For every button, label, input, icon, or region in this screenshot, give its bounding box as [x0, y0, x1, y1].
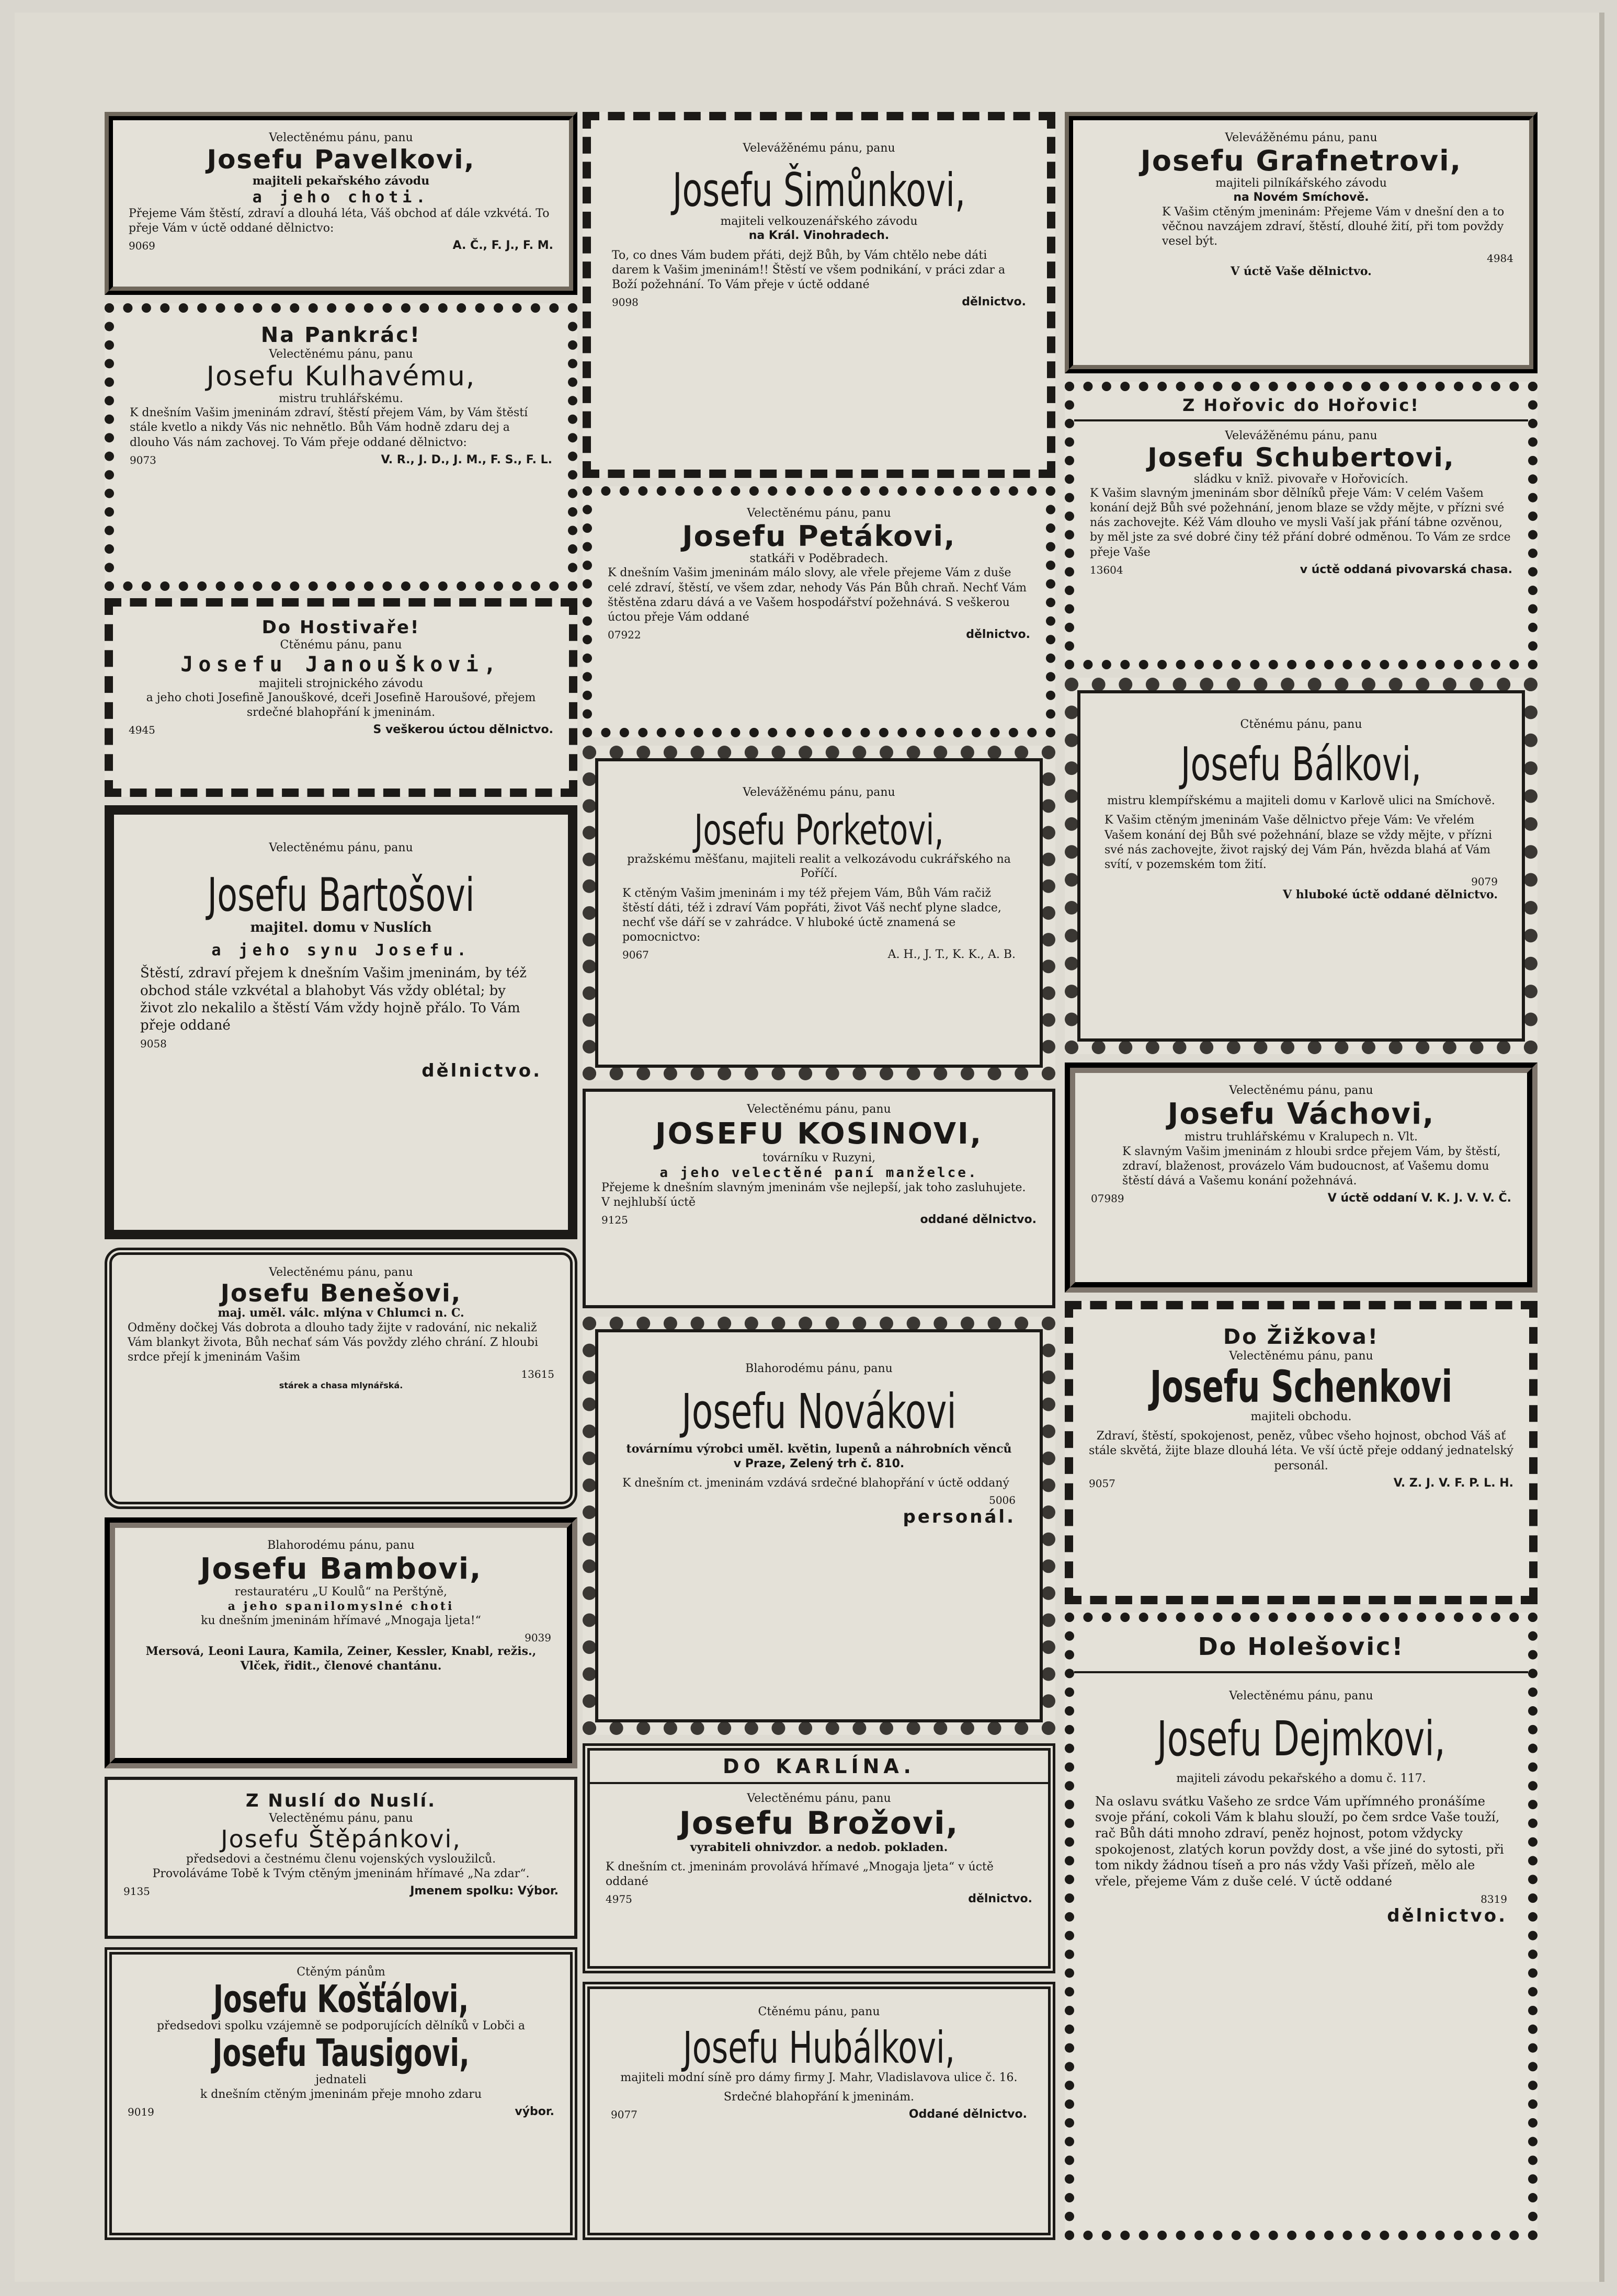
ad-stepanek — [105, 1777, 577, 1939]
ad-signature: dělnictvo. — [966, 628, 1030, 642]
ad-number: 5006 — [989, 1494, 1016, 1507]
ad-name-2: Josefu Tausigovi, — [212, 2030, 470, 2075]
ad-title: restauratéru „U Koulů“ na Perštýně, — [234, 1585, 448, 1599]
ad-schubert — [1065, 382, 1538, 669]
ad-signature: A. H., J. T., K. K., A. B. — [887, 948, 1016, 962]
ad-number: 9067 — [622, 949, 649, 962]
ad-name: Josefu Grafnetrovi, — [1140, 144, 1462, 177]
ad-bartos — [105, 805, 577, 1239]
ad-number: 07922 — [608, 629, 641, 642]
ad-grafnetr — [1065, 112, 1538, 373]
ad-signature: dělnictvo. — [962, 295, 1026, 309]
ad-number: 9125 — [601, 1214, 628, 1227]
ad-title: majiteli pekařského závodu — [252, 174, 430, 188]
ad-greeting: Ctěnému pánu, panu — [758, 2005, 880, 2018]
ad-greeting: Ctěnému pánu, panu — [1240, 718, 1362, 731]
ad-number: 9039 — [525, 1631, 551, 1644]
ad-name: Josefu Novákovi — [681, 1383, 956, 1440]
ad-signature: dělnictvo. — [1387, 1905, 1507, 1926]
ad-number: 9019 — [128, 2105, 154, 2118]
ad-name: JOSEFU KOSINOVI, — [655, 1116, 983, 1151]
ad-title: továrníku v Ruzyni, — [762, 1151, 876, 1164]
ad-greeting: Velectěnému pánu, panu — [747, 1103, 891, 1116]
ad-greeting: Velevážěnému pánu, panu — [743, 786, 895, 799]
ad-signature: V úctě oddaní V. K. J. V. V. Č. — [1327, 1192, 1511, 1205]
ad-extra: a jeho velectěné paní manželce. — [659, 1165, 978, 1181]
ad-body: K slavným Vašim jmeninám z hloubi srdce přejem Vám, by štěstí, zdraví, blaženost, provázelo Vám budoucnost, ať Vašemu domu štěstí dává a Vašemu konání požehnává. — [1122, 1145, 1501, 1187]
ad-extra: a jeho synu Josefu. — [211, 941, 471, 960]
ad-greeting: Velectěnému pánu, panu — [269, 348, 413, 361]
ad-name: Josefu Bálkovi, — [1180, 737, 1422, 791]
ad-name: Josefu Porketovi, — [694, 805, 944, 854]
ad-name: Josefu Janouškovi, — [180, 652, 502, 677]
ad-body: K dnešním ct. jmeninám provolává hřímavé „Mnogaja ljeta“ v úctě oddané — [606, 1860, 994, 1889]
ad-body: K ctěným Vašim jmeninám i my též přejem Vám, Bůh Vám račiž štěstí dáti, též i zdraví Vám popřáti, život Váš nechť plyne sladce, nechť vše dáří se v zahrádce. V hluboké úctě znamená se pomocnictvo: — [622, 886, 1001, 944]
ad-body: K dnešním Vašim jmeninám málo slovy, ale vřele přejeme Vám z duše celé zdraví, štěstí, ve všem zdar, nehody Vás Pán Bůh chraň. Nechť Vám štěstěna zdaru dává a ve Vašem hospodářství požehnává. S veškerou úctou přeje Vám oddané — [608, 566, 1027, 624]
ad-number: 9079 — [1471, 875, 1498, 888]
ad-body: a jeho choti Josefině Janouškové, dceři Josefině Haroušové, přejem srdečné blahopřání k jmeninám. — [146, 691, 536, 719]
ad-heading: Na Pankrác! — [260, 323, 422, 347]
ad-title: majiteli obchodu. — [1250, 1410, 1352, 1423]
ad-greeting: Velectěnému pánu, panu — [269, 841, 413, 854]
ad-signature: stárek a chasa mlynářská. — [279, 1380, 403, 1391]
ad-body: Provoláváme Tobě k Tvým ctěným jmeninám hřímavé „Na zdar“. — [152, 1867, 530, 1880]
ad-body: K Vašim ctěným jmeninám Vaše dělnictvo přeje Vám: Ve vřelém Vašem konání dej Bůh své požehnání, blaze se vždy mějte, v přízni své nás zachovejte, život rajský dej Vám Pán, hvězda blahá ať Vám svítí, v pozemském tom žití. — [1104, 814, 1493, 871]
ad-greeting: Velectěnému pánu, panu — [747, 507, 891, 520]
ad-kulhavy — [105, 303, 577, 591]
ad-body: Přejeme k dnešním slavným jmeninám vše nejlepší, jak toho zasluhujete. V nejhlubší úctě — [601, 1181, 1026, 1209]
ad-title: mistru klempířskému a majiteli domu v Karlově ulici na Smíchově. — [1107, 794, 1495, 807]
ad-body: k dnešním ctěným jmeninám přeje mnoho zdaru — [200, 2087, 482, 2101]
ad-greeting: Velevážěnému pánu, panu — [743, 142, 895, 155]
ad-title: majiteli velkouzenářského závodu — [720, 214, 918, 228]
ad-kostal — [105, 1947, 577, 2240]
ad-title: majiteli strojnického závodu — [258, 677, 424, 690]
ad-body: Srdečné blahopřání k jmeninám. — [723, 2091, 915, 2104]
ad-number: 9069 — [129, 239, 155, 253]
ad-vach — [1065, 1063, 1538, 1293]
ad-body: To, co dnes Vám budem přáti, dejž Bůh, by Vám chtělo nebe dáti darem k Vašim jmeninám!! Štěstí ve všem podnikání, v práci zdar a Boží požehnání. To Vám přeje v úctě oddané — [612, 248, 1006, 292]
ad-title: pražskému měšťanu, majiteli realit a velkozávodu cukrářského na Poříčí. — [627, 852, 1011, 880]
ad-number: 4984 — [1487, 252, 1513, 265]
ad-extra: a jeho choti. — [252, 188, 430, 207]
ad-signature: oddané dělnictvo. — [920, 1213, 1037, 1227]
ad-simunek — [583, 112, 1055, 478]
ad-novak — [583, 1317, 1055, 1735]
ad-kosina — [583, 1089, 1055, 1308]
ad-signature: A. Č., F. J., F. M. — [452, 239, 553, 253]
ad-name: Josefu Petákovi, — [682, 519, 956, 553]
ad-extra: a jeho spanilomyslné choti — [227, 1599, 454, 1613]
ad-greeting: Ctěným pánům — [297, 1966, 385, 1979]
ad-body: Zdraví, štěstí, spokojenost, peněz, vůbec všeho hojnost, obchod Váš ať stále skvětá, žijte blaze dlouhá léta. Ve vší úctě přeje oddaný jednatelský personál. — [1089, 1430, 1513, 1472]
ad-name: Josefu Dejmkovi, — [1157, 1710, 1445, 1767]
ad-name: Josefu Brožovi, — [679, 1804, 959, 1842]
ad-signature: dělnictvo. — [968, 1892, 1032, 1906]
ad-signature: V hluboké úctě oddané dělnictvo. — [1283, 888, 1498, 902]
ad-name: Josefu Štěpánkovi, — [221, 1824, 461, 1853]
ad-number: 9073 — [130, 453, 156, 466]
ad-greeting: Velectěnému pánu, panu — [1229, 1350, 1373, 1363]
ad-greeting: Blahorodému pánu, panu — [267, 1539, 415, 1552]
ad-title: mistru truhlářskému. — [279, 392, 403, 405]
ad-number: 9098 — [612, 296, 639, 309]
ad-signature: Jmenem spolku: Výbor. — [410, 1884, 559, 1898]
ad-title: sládku v knīž. pivovaře v Hořovicích. — [1193, 472, 1409, 486]
ad-janousek — [105, 598, 577, 797]
ad-greeting: Blahorodému pánu, panu — [745, 1362, 893, 1375]
ad-benes — [105, 1248, 577, 1509]
ad-name: Josefu Benešovi, — [220, 1278, 462, 1307]
ad-name: Josefu Kulhavému, — [206, 360, 476, 392]
ad-title: továrnímu výrobci uměl. květin, lupenů a náhrobních věnců — [626, 1442, 1012, 1456]
ad-body: K dnešním Vašim jmeninám zdraví, štěstí přejem Vám, by Vám štěstí stále kvetlo a nikdy Vás nic nehnětlo. Bůh Vám hodně zdaru dej a dlouho Vás nám zachovej. To Vám přeje oddané dělnictvo: — [130, 406, 528, 449]
ad-body: Štěstí, zdraví přejem k dnešním Vašim jmeninám, by též obchod stále vzkvétal a blahobyt Vás vždy oblétal; by život zlo nekalilo a štěstí Vám vždy hojně přálo. To Vám přeje oddané — [140, 965, 527, 1034]
ad-name: Josefu Schubertovi, — [1147, 442, 1455, 473]
ad-greeting: Velectěnému pánu, panu — [1229, 1689, 1373, 1703]
ad-body: K Vašim ctěným jmeninám: Přejeme Vám v dnešní den a to věčnou navzájem zdraví, štěstí, dlouhé žití, při tom povždy vesel být. — [1162, 205, 1505, 248]
ad-body: ku dnešním jmeninám hřímavé „Mnogaja ljeta!“ — [201, 1614, 481, 1628]
ad-signature: výbor. — [515, 2105, 554, 2118]
ad-balek — [1065, 678, 1538, 1054]
ad-number: 07989 — [1091, 1192, 1124, 1205]
ad-signature: personál. — [903, 1506, 1016, 1528]
ad-signature: Oddané dělnictvo. — [908, 2108, 1027, 2121]
ad-greeting: Ctěnému pánu, panu — [280, 638, 402, 652]
ad-name: Josefu Bambovi, — [200, 1551, 482, 1586]
ad-title: mistru truhlářskému v Kralupech n. Vlt. — [1185, 1130, 1418, 1144]
ad-heading: Do Holešovic! — [1074, 1622, 1528, 1673]
ad-heading: Do Žižkova! — [1223, 1325, 1379, 1349]
ad-number: 8319 — [1481, 1892, 1507, 1905]
ad-greeting: Velevážěnému pánu, panu — [1225, 429, 1377, 442]
ad-body: Na oslavu svátku Vašeho ze srdce Vám upřímného pronášíme svoje přání, cokoli Vám k blahu slouží, po čem srdce Vaše touží, rač Bůh dáti mnoho zdraví, peněz hojnost, potom vždycky spokojenost, zlatých korun povždy dost, a vše jiné do sytosti, při tom nikdy žádnou tíseň a pro nás vždy Vaši přízeň, mělo ale vřele, přejeme Vám z duše celé. V úctě oddané — [1095, 1794, 1504, 1889]
ad-extra: na Král. Vinohradech. — [748, 229, 890, 243]
ad-title: předsedovi a čestnému členu vojenských vysloužilců. — [186, 1853, 496, 1866]
ad-title: majiteli závodu pekařského a domu č. 117. — [1176, 1772, 1426, 1786]
ad-number: 13604 — [1090, 563, 1123, 576]
ad-signature: V. R., J. D., J. M., F. S., F. L. — [381, 453, 552, 466]
ad-title: majiteli pilníkářského závodu — [1215, 176, 1387, 190]
ad-number: 9057 — [1089, 1477, 1115, 1490]
ad-greeting: Velectěnému pánu, panu — [269, 1266, 413, 1279]
ad-name: Josefu Schenkovi — [1149, 1361, 1453, 1412]
ad-body: Odměny dočkej Vás dobrota a dlouho tady žijte v radování, nic nekaliž Vám blankyt života, Bůh nechať sám Vás povždy zlého chrání. Z hloubi srdce přejí k jmeninám Vašim — [128, 1321, 538, 1364]
ad-name: Josefu Košťálovi, — [213, 1977, 469, 2021]
ad-signature: S veškerou úctou dělnictvo. — [373, 723, 553, 737]
ad-greeting: Velectěnému pánu, panu — [269, 131, 413, 144]
ad-signature: V úctě Vaše dělnictvo. — [1231, 265, 1372, 279]
ad-number: 4975 — [606, 1893, 632, 1906]
ad-body: Přejeme Vám štěstí, zdraví a dlouhá léta, Váš obchod ať dále vzkvétá. To přeje Vám v úctě oddané dělnictvo: — [129, 207, 550, 235]
ad-extra: v Praze, Zelený trh č. 810. — [733, 1457, 905, 1470]
ad-porket — [583, 746, 1055, 1080]
ad-signature: dělnictvo. — [422, 1060, 542, 1082]
ad-bamba — [105, 1517, 577, 1768]
ad-number: 9135 — [123, 1884, 150, 1898]
ad-title: statkáři v Poděbradech. — [749, 552, 889, 565]
ad-title: majitel. domu v Nuslích — [250, 919, 432, 935]
ad-heading: Z Nuslí do Nuslí. — [245, 1790, 437, 1811]
ad-broz — [583, 1743, 1055, 1973]
ad-title: předsedovi spolku vzájemně se podporujících dělníků v Lobči a — [156, 2019, 526, 2033]
ad-heading: DO KARLÍNA. — [590, 1751, 1048, 1784]
ad-greeting: Velectěnému pánu, panu — [269, 1812, 413, 1825]
ad-extra: na Novém Smíchově. — [1233, 191, 1369, 204]
ad-number: 4945 — [129, 724, 155, 737]
ad-title: maj. uměl. válc. mlýna v Chlumci n. C. — [218, 1306, 464, 1320]
ad-hubalek — [583, 1982, 1055, 2240]
ad-heading: Z Hořovic do Hořovic! — [1074, 391, 1528, 421]
ad-pavelka — [105, 112, 577, 295]
ad-name: Josefu Váchovi, — [1167, 1096, 1435, 1131]
ad-number: 9058 — [140, 1037, 167, 1050]
ad-signature: V. Z. J. V. F. P. L. H. — [1393, 1476, 1513, 1490]
ad-greeting: Velevážěnému pánu, panu — [1225, 131, 1377, 144]
ad-signature: v úctě oddaná pivovarská chasa. — [1300, 563, 1512, 576]
ad-number: 13615 — [521, 1368, 554, 1381]
ad-name: Josefu Šimůnkovi, — [672, 163, 966, 217]
newspaper-page — [15, 13, 1604, 2282]
ad-title: majiteli modní síně pro dámy firmy J. Mahr, Vladislavova ulice č. 16. — [620, 2071, 1018, 2084]
ad-greeting: Velectěnému pánu, panu — [1229, 1084, 1373, 1097]
ad-title: vyrabiteli ohnivzdor. a nedob. pokladen. — [690, 1840, 948, 1854]
ad-greeting: Velectěnému pánu, panu — [747, 1792, 891, 1805]
ad-body: K dnešním ct. jmeninám vzdává srdečné blahopřání v úctě oddaný — [622, 1477, 1009, 1490]
ad-petak — [583, 486, 1055, 737]
ad-name: Josefu Bartošovi — [207, 867, 475, 922]
ad-body: K Vašim slavným jmeninám sbor dělníků přeje Vám: V celém Vašem konání dejž Bůh své požehnání, jenom blaze se vždy mějte, v přízni své nás zachovejte. Kéž Vám dlouho ve mysli Vaší jak přání tábne ozvěnou, by měl jste za své dobré činy též přání dobré odměnou. To Vám ze srdce přeje Vaše — [1090, 487, 1511, 559]
ad-title-2: jednateli — [315, 2073, 367, 2087]
ad-dejmek — [1065, 1613, 1538, 2240]
ad-heading: Do Hostivaře! — [261, 617, 420, 638]
ad-number: 9077 — [611, 2108, 637, 2121]
ad-name: Josefu Pavelkovi, — [207, 144, 475, 175]
ad-signature: Mersová, Leoni Laura, Kamila, Zeiner, Kessler, Knabl, režis., Vlček, řidit., členové chantánu. — [145, 1644, 537, 1673]
ad-name: Josefu Hubálkovi, — [682, 2021, 955, 2073]
ad-schenk — [1065, 1301, 1538, 1604]
